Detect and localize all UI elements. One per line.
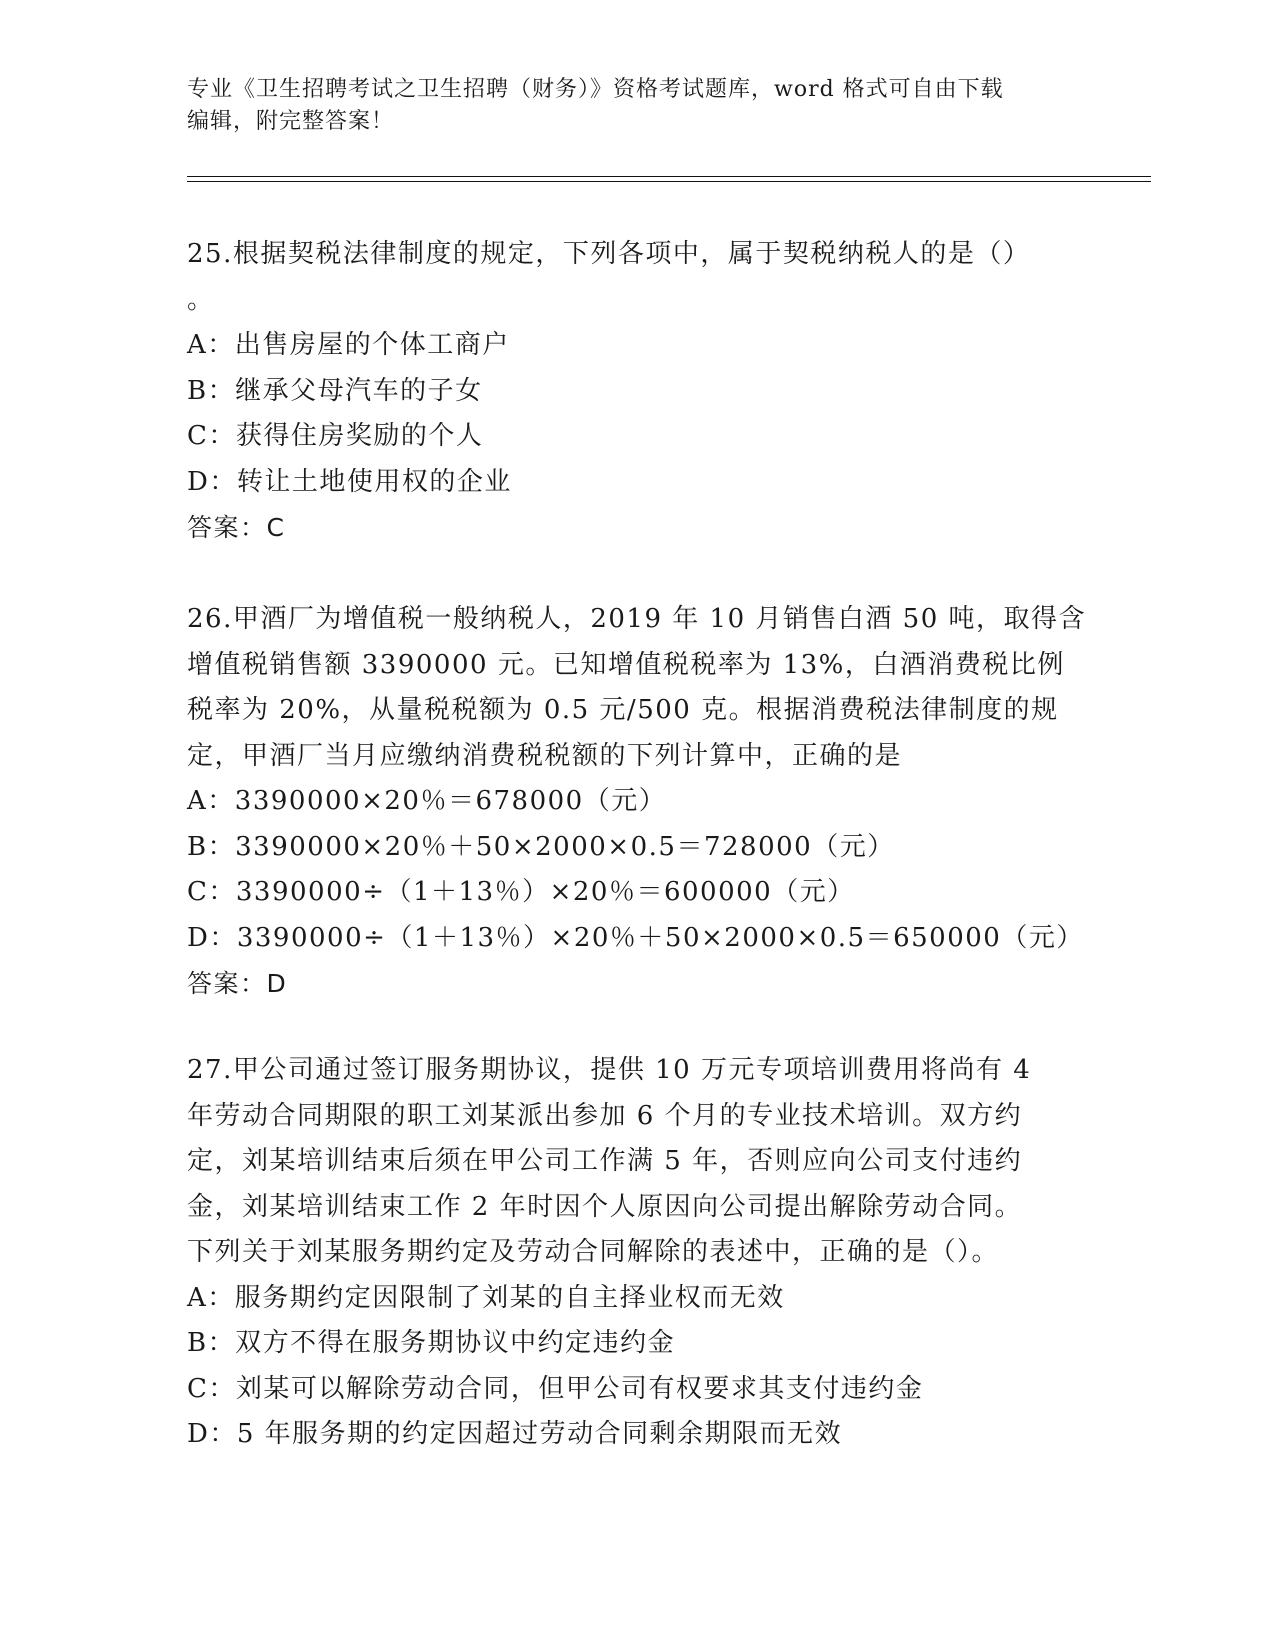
option-d: D：转让土地使用权的企业	[187, 466, 512, 497]
stem-line: 定，刘某培训结束后须在甲公司工作满 5 年，否则应向公司支付违约	[187, 1146, 1023, 1176]
option-a: A：3390000×20％＝678000（元）	[187, 786, 667, 816]
stem-line: 26.甲酒厂为增值税一般纳税人，2019 年 10 月销售白酒 50 吨，取得含	[187, 604, 1087, 634]
question-stem	[187, 597, 1087, 779]
stem-line: 25.根据契税法律制度的规定，下列各项中，属于契税纳税人的是（）	[187, 239, 1031, 269]
answer: 答案：C	[187, 513, 286, 542]
stem-line: 税率为 20%，从量税税额为 0.5 元/500 克。根据消费税法律制度的规	[187, 695, 1059, 725]
stem-line: 定，甲酒厂当月应缴纳消费税税额的下列计算中，正确的是	[187, 740, 903, 771]
option-d: D：3390000÷（1＋13％）×20％＋50×2000×0.5＝650000（元）	[187, 922, 1084, 953]
option-d: D：5 年服务期的约定因超过劳动合同剩余期限而无效	[187, 1419, 843, 1449]
answer: 答案：D	[187, 969, 288, 998]
option-b: B：双方不得在服务期协议中约定违约金	[187, 1328, 676, 1358]
option-a: A：出售房屋的个体工商户	[187, 330, 510, 360]
stem-line: 年劳动合同期限的职工刘某派出参加 6 个月的专业技术培训。双方约	[187, 1100, 1023, 1131]
option-a: A：服务期约定因限制了刘某的自主择业权而无效	[187, 1282, 785, 1313]
stem-line: 增值税销售额 3390000 元。已知增值税税率为 13%，白酒消费税比例	[187, 649, 1065, 680]
question-stem	[187, 232, 1087, 323]
stem-line: 下列关于刘某服务期约定及劳动合同解除的表述中，正确的是（）。	[187, 1237, 1000, 1267]
option-c: C：3390000÷（1＋13％）×20％＝600000（元）	[187, 877, 855, 907]
stem-line: 金，刘某培训结束工作 2 年时因个人原因向公司提出解除劳动合同。	[187, 1191, 1023, 1222]
stem-line: 27.甲公司通过签订服务期协议，提供 10 万元专项培训费用将尚有 4	[187, 1055, 1032, 1085]
document-intro	[187, 74, 1067, 138]
header-divider-bottom	[187, 181, 1151, 182]
stem-line: 。	[187, 284, 215, 315]
question-27	[187, 1048, 1087, 1458]
intro-line-2: 编辑，附完整答案！	[187, 109, 395, 134]
option-b: B：3390000×20％＋50×2000×0.5＝728000（元）	[187, 831, 895, 862]
question-25	[187, 232, 1087, 551]
question-stem	[187, 1048, 1087, 1276]
option-c: C：获得住房奖励的个人	[187, 421, 484, 451]
header-divider-top	[187, 176, 1151, 177]
intro-line-1: 专业《卫生招聘考试之卫生招聘（财务）》资格考试题库，word 格式可自由下载	[187, 77, 1004, 102]
option-b: B：继承父母汽车的子女	[187, 375, 483, 406]
option-c: C：刘某可以解除劳动合同，但甲公司有权要求其支付违约金	[187, 1373, 924, 1404]
question-26	[187, 597, 1087, 1007]
